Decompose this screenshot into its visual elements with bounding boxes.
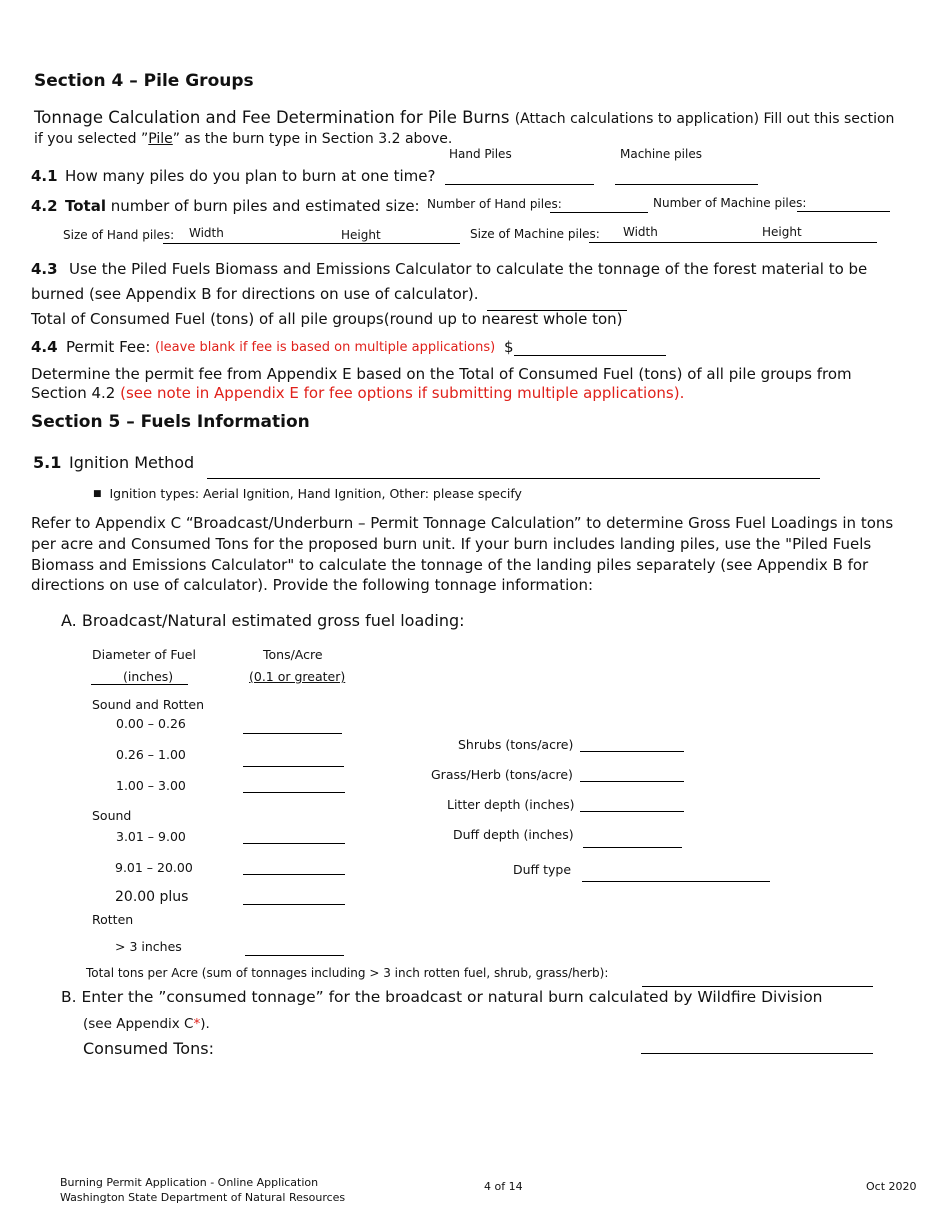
range-301-900: 3.01 – 9.00 (116, 829, 186, 844)
fee-line2-pre: Section 4.2 (31, 384, 116, 402)
see-appendix-text: (see Appendix C (83, 1016, 194, 1032)
num-hand-piles-label: Number of Hand piles: (427, 197, 562, 211)
footer-left-line-2: Washington State Department of Natural Resources (60, 1191, 346, 1204)
ignition-types-text: Ignition types: Aerial Ignition, Hand Ignition, Other: please specify (109, 486, 522, 501)
tons-20-plus-field[interactable] (243, 904, 345, 905)
num-machine-piles-label: Number of Machine piles: (653, 196, 807, 210)
q44-note: (leave blank if fee is based on multiple applications) (155, 340, 496, 355)
col-machine-piles: Machine piles (620, 147, 702, 161)
appendix-c-para-1: Refer to Appendix C “Broadcast/Underburn – Permit Tonnage Calculation” to determine Gross Fuel Loadings in tons (31, 514, 894, 532)
permit-fee-field[interactable] (514, 355, 666, 356)
diameter-subheader: (inches) (123, 669, 174, 684)
q44-label: Permit Fee: (66, 338, 151, 356)
shrubs-label: Shrubs (tons/acre) (458, 737, 574, 752)
machine-height-label: Height (762, 225, 802, 239)
section-5-heading: Section 5 – Fuels Information (31, 412, 310, 432)
dollar-sign: $ (504, 338, 514, 356)
ignition-bullet (93, 486, 522, 501)
range-026-100: 0.26 – 1.00 (116, 747, 186, 762)
grass-herb-label: Grass/Herb (tons/acre) (431, 767, 573, 782)
q43-number: 4.3 (31, 260, 58, 278)
hand-height-label: Height (341, 228, 381, 242)
tons-rotten-field[interactable] (245, 955, 344, 956)
size-machine-piles-label: Size of Machine piles: (470, 227, 600, 241)
see-appendix-close: ). (200, 1016, 210, 1032)
part-b-heading: B. Enter the ”consumed tonnage” for the broadcast or natural burn calculated by Wildfire Division (61, 988, 823, 1006)
tons-acre-subheader: (0.1 or greater) (249, 669, 346, 684)
tonnage-intro-title: Tonnage Calculation and Fee Determination for Pile Burns (34, 108, 510, 127)
tons-301-900-field[interactable] (243, 843, 345, 844)
tons-acre-header: Tons/Acre (263, 647, 323, 662)
range-0-026: 0.00 – 0.26 (116, 716, 186, 731)
q51-number: 5.1 (33, 453, 62, 472)
ignition-method-field[interactable] (207, 478, 820, 479)
section-4-heading: Section 4 – Pile Groups (34, 71, 254, 91)
bullet-icon: ■ (93, 489, 102, 499)
q41-number: 4.1 (31, 167, 58, 185)
fee-determination-line-2 (31, 384, 684, 402)
appendix-c-para-2: per acre and Consumed Tons for the proposed burn unit. If your burn includes landing piles, use the "Piled Fuels (31, 535, 872, 553)
appendix-c-para-3: Biomass and Emissions Calculator" to calculate the tonnage of the landing piles separately (see Appendix B for (31, 556, 869, 574)
diameter-header: Diameter of Fuel (92, 647, 196, 662)
num-hand-piles-field[interactable] (550, 212, 648, 213)
total-tons-per-acre-field[interactable] (642, 986, 873, 987)
duff-type-field[interactable] (582, 881, 770, 882)
q42-total-bold: Total (65, 197, 106, 215)
tons-100-300-field[interactable] (243, 792, 345, 793)
tons-0-026-field[interactable] (243, 733, 342, 734)
hand-piles-size-field[interactable] (163, 243, 460, 244)
footer-left-line-1: Burning Permit Application - Online Application (60, 1176, 319, 1189)
total-consumed-label: Total of Consumed Fuel (tons) of all pile groups(round up to nearest whole ton) (31, 310, 623, 328)
fee-determination-line-1: Determine the permit fee from Appendix E based on the Total of Consumed Fuel (tons) of all pile groups from (31, 365, 852, 383)
fee-line2-red: (see note in Appendix E for fee options if submitting multiple applications). (120, 384, 685, 402)
q51-label: Ignition Method (69, 453, 195, 472)
sound-and-rotten-label: Sound and Rotten (92, 697, 205, 712)
footer-date: Oct 2020 (866, 1180, 917, 1193)
intro-line2-post: ” as the burn type in Section 3.2 above. (172, 131, 453, 147)
pile-underlined: Pile (148, 131, 173, 147)
q44-number: 4.4 (31, 338, 58, 356)
grass-herb-field[interactable] (580, 781, 684, 782)
tons-901-2000-field[interactable] (243, 874, 345, 875)
q43-line-2: burned (see Appendix B for directions on use of calculator). (31, 285, 479, 303)
intro-line2-pre: if you selected ” (34, 131, 149, 147)
size-hand-piles-label: Size of Hand piles: (63, 228, 175, 242)
duff-depth-label: Duff depth (inches) (453, 827, 574, 842)
duff-type-label: Duff type (513, 862, 572, 877)
footer-page-number: 4 of 14 (484, 1180, 523, 1193)
q42-text (65, 197, 420, 215)
tonnage-intro-line-2 (34, 131, 452, 147)
diameter-header-underline (91, 684, 188, 685)
litter-depth-label: Litter depth (inches) (447, 797, 575, 812)
total-tons-per-acre-label: Total tons per Acre (sum of tonnages including > 3 inch rotten fuel, shrub, grass/herb): (86, 966, 609, 980)
hand-piles-at-once-field[interactable] (445, 184, 594, 185)
part-a-heading: A. Broadcast/Natural estimated gross fuel loading: (61, 611, 465, 630)
col-hand-piles: Hand Piles (449, 147, 512, 161)
tonnage-intro-line-1 (34, 108, 894, 127)
q42-number: 4.2 (31, 197, 58, 215)
required-asterisk: * (193, 1016, 201, 1032)
num-machine-piles-field[interactable] (797, 211, 890, 212)
hand-width-label: Width (189, 226, 224, 240)
sound-label: Sound (92, 808, 132, 823)
range-rotten-3in: > 3 inches (115, 939, 182, 954)
q43-line-1: Use the Piled Fuels Biomass and Emissions Calculator to calculate the tonnage of the forest material to be (69, 260, 868, 278)
consumed-tons-field[interactable] (641, 1053, 873, 1054)
range-100-300: 1.00 – 3.00 (116, 778, 186, 793)
litter-depth-field[interactable] (580, 811, 684, 812)
machine-width-label: Width (623, 225, 658, 239)
part-b-see-appendix (83, 1016, 210, 1032)
duff-depth-field[interactable] (583, 847, 682, 848)
appendix-c-para-4: directions on use of calculator). Provide the following tonnage information: (31, 576, 594, 594)
q41-text: How many piles do you plan to burn at one time? (65, 167, 436, 185)
shrubs-field[interactable] (580, 751, 684, 752)
tonnage-intro-attach: (Attach calculations to application) Fill out this section (514, 111, 895, 127)
range-20-plus: 20.00 plus (115, 889, 189, 905)
machine-piles-at-once-field[interactable] (615, 184, 758, 185)
consumed-tons-label: Consumed Tons: (83, 1039, 214, 1058)
q42-text-rest: number of burn piles and estimated size: (110, 197, 420, 215)
rotten-label: Rotten (92, 912, 134, 927)
range-901-2000: 9.01 – 20.00 (115, 860, 193, 875)
machine-piles-size-field[interactable] (589, 242, 877, 243)
tons-026-100-field[interactable] (243, 766, 344, 767)
